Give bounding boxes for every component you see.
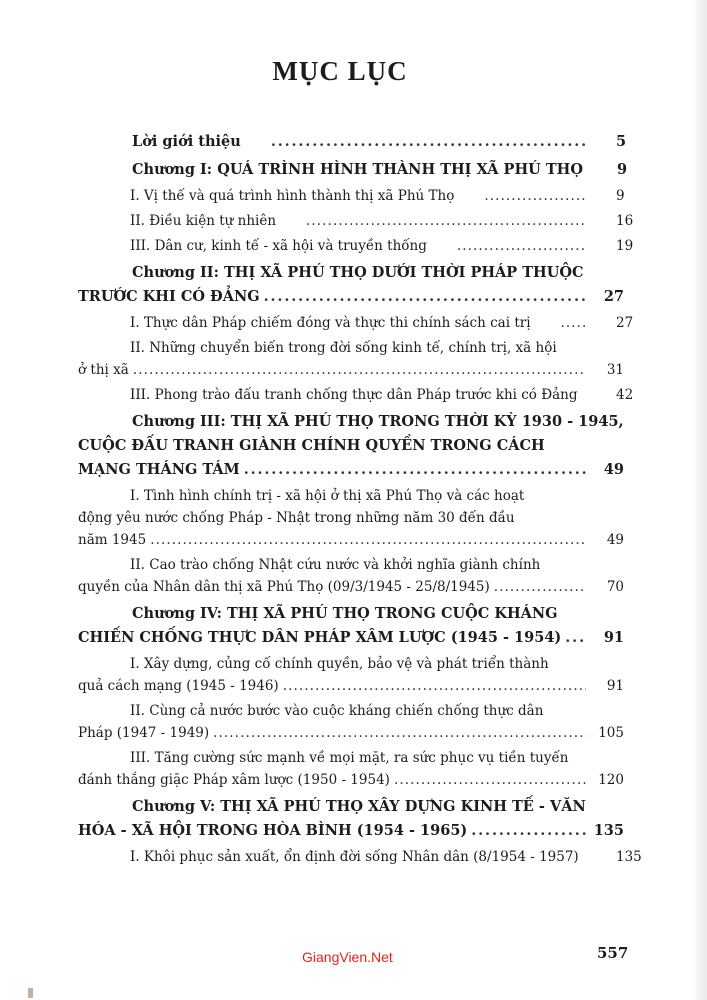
- dot-leader: [245, 130, 586, 154]
- toc-entry-text: CUỘC ĐẤU TRANH GIÀNH CHÍNH QUYỀN TRONG CÁCH: [78, 437, 545, 454]
- dot-leader: [213, 722, 586, 744]
- toc-entry[interactable]: [78, 410, 624, 482]
- dot-leader: [150, 529, 586, 551]
- toc-page-number: 49: [606, 532, 624, 548]
- toc-entry-text: ở thị xã: [78, 362, 129, 378]
- dot-leader: [471, 819, 586, 843]
- toc-entry-text: động yêu nước chống Pháp - Nhật trong những năm 30 đến đầu: [78, 510, 515, 526]
- toc-page-number: 91: [603, 629, 624, 646]
- toc-entry-text: III. Dân cư, kinh tế - xã hội và truyền thống: [130, 238, 427, 254]
- toc-entry-text: đánh thắng giặc Pháp xâm lược (1950 - 1954): [78, 772, 390, 788]
- toc-entry-text: II. Cùng cả nước bước vào cuộc kháng chiến chống thực dân: [130, 703, 544, 719]
- toc-page-number: 31: [606, 362, 624, 378]
- toc-entry-text: Lời giới thiệu: [132, 133, 241, 150]
- toc-entry-text: Chương IV: THỊ XÃ PHÚ THỌ TRONG CUỘC KHÁNG: [132, 605, 558, 622]
- toc-page-number: 120: [598, 772, 624, 788]
- page-edge: [691, 0, 707, 1000]
- toc-entry-text: I. Vị thế và quá trình hình thành thị xã Phú Thọ: [130, 188, 455, 204]
- toc-entry-text: TRƯỚC KHI CÓ ĐẢNG: [78, 288, 260, 305]
- toc-entry-text: Pháp (1947 - 1949): [78, 725, 210, 741]
- dot-leader: [283, 675, 586, 697]
- toc-entry[interactable]: [78, 130, 627, 154]
- toc-page-number: 5: [616, 133, 627, 150]
- toc-entry[interactable]: [78, 653, 624, 697]
- dot-leader: [535, 312, 586, 334]
- dot-leader: [280, 210, 586, 232]
- dot-leader: [264, 285, 586, 309]
- toc-page-number: 49: [603, 461, 624, 478]
- toc-entry[interactable]: [78, 554, 624, 598]
- toc-page-number: 105: [598, 725, 624, 741]
- toc-page-number: 27: [616, 315, 634, 331]
- toc-entry-text: I. Thực dân Pháp chiếm đóng và thực thi chính sách cai trị: [130, 315, 531, 331]
- toc-entry[interactable]: [78, 602, 624, 650]
- dot-leader: [431, 235, 586, 257]
- toc-page-number: 91: [606, 678, 624, 694]
- toc-entry[interactable]: [78, 261, 624, 309]
- dot-leader: [565, 626, 586, 650]
- toc-page-number: 9: [616, 161, 628, 178]
- toc-entry[interactable]: [78, 795, 624, 843]
- toc-entry[interactable]: [78, 158, 628, 182]
- toc-entry-text: II. Điều kiện tự nhiên: [130, 213, 277, 229]
- toc-entry[interactable]: [78, 747, 624, 791]
- toc-entry-text: II. Những chuyển biến trong đời sống kinh tế, chính trị, xã hội: [130, 340, 557, 356]
- toc-entry-text: năm 1945: [78, 532, 147, 548]
- toc-entry-text: quả cách mạng (1945 - 1946): [78, 678, 279, 694]
- toc-page-number: 27: [603, 288, 624, 305]
- toc-entry-text: MẠNG THÁNG TÁM: [78, 461, 240, 478]
- scan-mark: [28, 988, 33, 998]
- toc-entry-text: I. Khôi phục sản xuất, ổn định đời sống Nhân dân (8/1954 - 1957): [130, 849, 579, 865]
- toc-page-number: 135: [593, 822, 624, 839]
- toc-entry-text: III. Phong trào đấu tranh chống thực dân Pháp trước khi có Đảng: [130, 387, 578, 403]
- table-of-contents: [78, 128, 642, 871]
- toc-entry-text: HÓA - XÃ HỘI TRONG HÒA BÌNH (1954 - 1965): [78, 822, 468, 839]
- toc-entry-text: Chương III: THỊ XÃ PHÚ THỌ TRONG THỜI KỲ 1930 - 1945,: [132, 413, 624, 430]
- toc-page-number: 16: [616, 213, 634, 229]
- dot-leader: [582, 384, 586, 406]
- dot-leader: [244, 458, 586, 482]
- page-title: MỤC LỤC: [272, 56, 408, 86]
- watermark-site: GiangVien.Net: [302, 949, 393, 965]
- toc-page-number: 70: [606, 579, 624, 595]
- dot-leader: [583, 846, 586, 868]
- dot-leader: [394, 769, 586, 791]
- toc-page-number: 42: [616, 387, 634, 403]
- toc-entry-text: quyền của Nhân dân thị xã Phú Thọ (09/3/1945 - 25/8/1945): [78, 579, 490, 595]
- toc-entry-text: I. Xây dựng, củng cố chính quyền, bảo vệ và phát triển thành: [130, 656, 549, 672]
- toc-entry-text: Chương II: THỊ XÃ PHÚ THỌ DƯỚI THỜI PHÁP THUỘC: [132, 264, 584, 281]
- toc-entry[interactable]: [78, 384, 634, 406]
- toc-entry-text: III. Tăng cường sức mạnh về mọi mặt, ra sức phục vụ tiền tuyến: [130, 750, 569, 766]
- toc-entry-text: Chương V: THỊ XÃ PHÚ THỌ XÂY DỰNG KINH TẾ - VĂN: [132, 798, 586, 815]
- toc-entry-text: II. Cao trào chống Nhật cứu nước và khởi nghĩa giành chính: [130, 557, 541, 573]
- dot-leader: [458, 185, 586, 207]
- toc-page-number: 135: [616, 849, 642, 865]
- toc-page-number: 9: [616, 188, 625, 204]
- toc-page-number: 19: [616, 238, 634, 254]
- toc-entry-text: I. Tình hình chính trị - xã hội ở thị xã Phú Thọ và các hoạt: [130, 488, 525, 504]
- toc-entry[interactable]: [78, 485, 624, 551]
- toc-entry[interactable]: [78, 185, 624, 207]
- toc-entry-text: Chương I: QUÁ TRÌNH HÌNH THÀNH THỊ XÃ PHÚ THỌ: [132, 161, 583, 178]
- page-number: 557: [597, 944, 629, 962]
- dot-leader: [494, 576, 586, 598]
- toc-entry-text: CHIẾN CHỐNG THỰC DÂN PHÁP XÂM LƯỢC (1945 - 1954): [78, 629, 562, 646]
- toc-entry[interactable]: [78, 700, 624, 744]
- toc-entry[interactable]: [78, 312, 634, 334]
- dot-leader: [133, 359, 586, 381]
- toc-entry[interactable]: [78, 846, 642, 868]
- toc-entry[interactable]: [78, 210, 634, 232]
- toc-entry[interactable]: [78, 337, 624, 381]
- toc-entry[interactable]: [78, 235, 634, 257]
